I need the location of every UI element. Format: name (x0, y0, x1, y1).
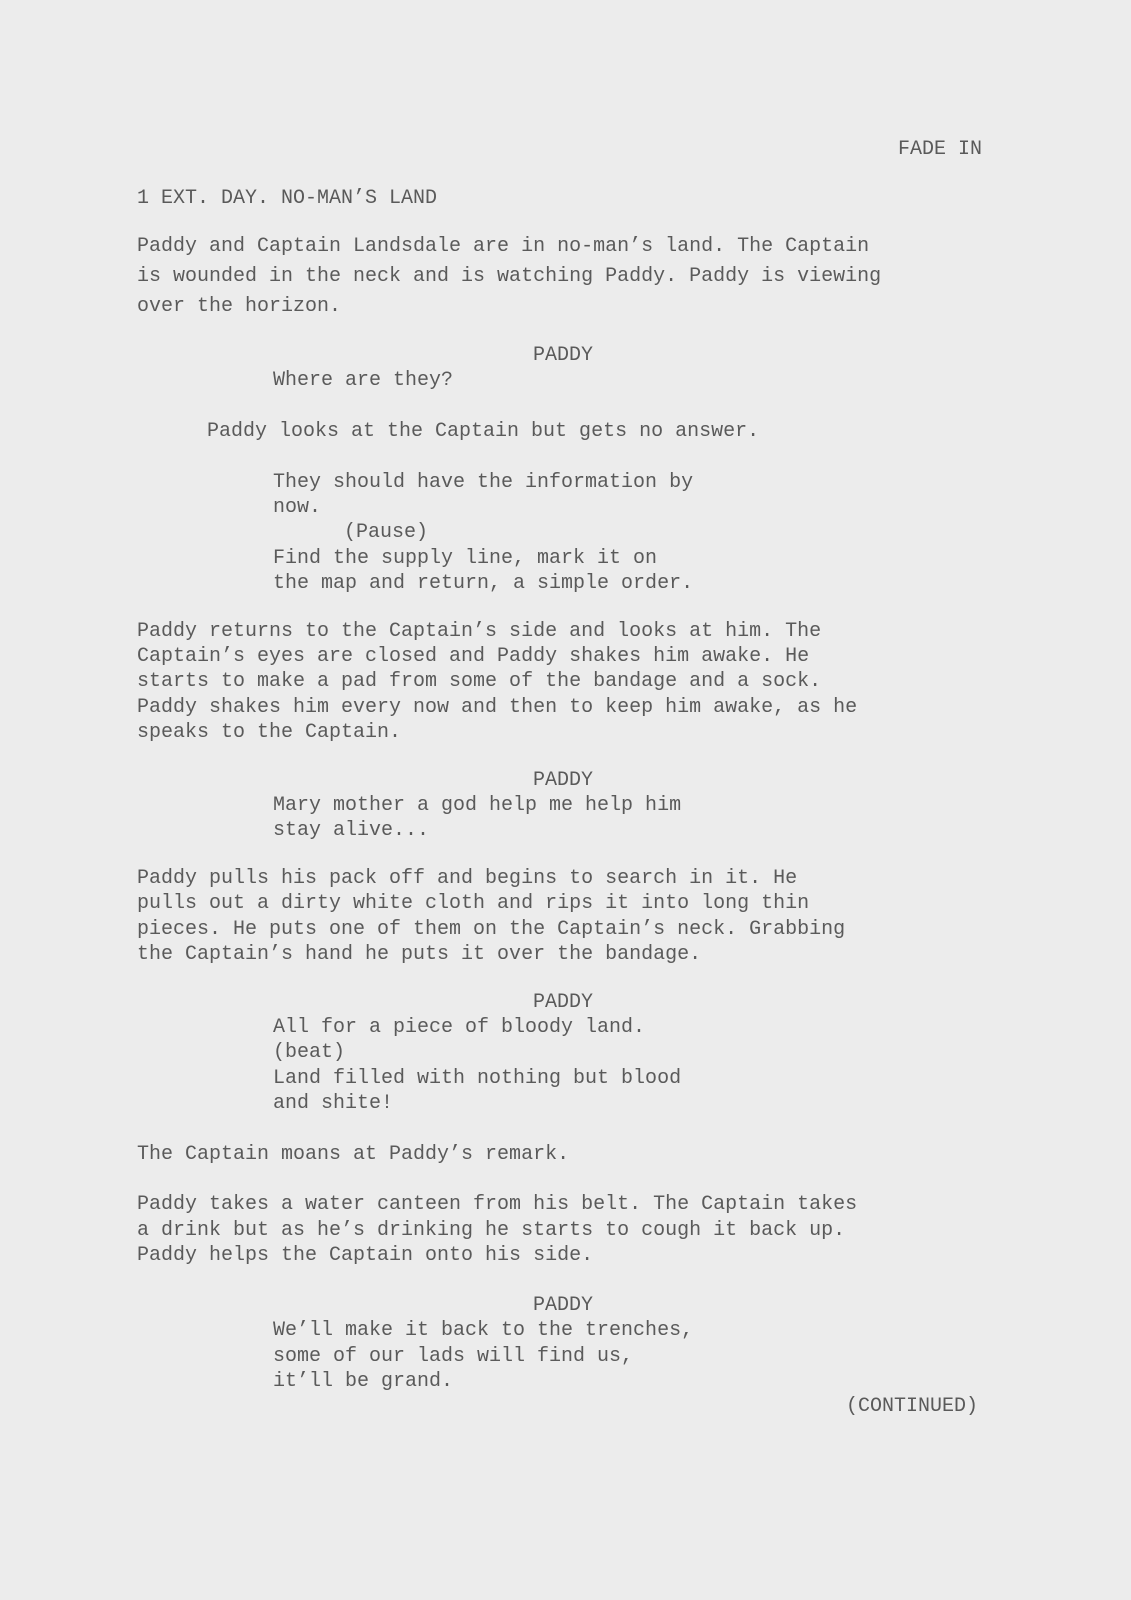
action-line: the Captain’s hand he puts it over the bandage. (137, 943, 702, 966)
action-line: Paddy looks at the Captain but gets no answer. (207, 420, 760, 443)
action-line: Paddy shakes him every now and then to keep him awake, as he (137, 696, 858, 719)
character-name: PADDY (533, 991, 594, 1014)
dialogue-line: They should have the information by (273, 471, 694, 494)
character-name: PADDY (533, 1294, 594, 1317)
action-line: is wounded in the neck and is watching Paddy. Paddy is viewing (137, 265, 882, 288)
dialogue-line: Find the supply line, mark it on (273, 547, 658, 570)
action-line: speaks to the Captain. (137, 721, 402, 744)
action-line: The Captain moans at Paddy’s remark. (137, 1143, 570, 1166)
action-line: over the horizon. (137, 295, 342, 318)
action-line: starts to make a pad from some of the bandage and a sock. (137, 670, 822, 693)
dialogue-line: the map and return, a simple order. (273, 572, 694, 595)
action-line: Paddy takes a water canteen from his belt. The Captain takes (137, 1193, 858, 1216)
action-line: Paddy returns to the Captain’s side and looks at him. The (137, 620, 822, 643)
parenthetical: (Pause) (344, 521, 429, 544)
dialogue-line: Land filled with nothing but blood (273, 1067, 682, 1090)
action-line: a drink but as he’s drinking he starts to cough it back up. (137, 1219, 846, 1242)
action-line: Paddy and Captain Landsdale are in no-man’s land. The Captain (137, 235, 870, 258)
character-name: PADDY (533, 344, 594, 367)
dialogue-line: Mary mother a god help me help him (273, 794, 682, 817)
dialogue-line: some of our lads will find us, (273, 1345, 634, 1368)
dialogue-line: We’ll make it back to the trenches, (273, 1319, 694, 1342)
action-line: pieces. He puts one of them on the Captain’s neck. Grabbing (137, 918, 846, 941)
parenthetical: (beat) (273, 1041, 346, 1064)
dialogue-line: Where are they? (273, 369, 454, 392)
dialogue-line: and shite! (273, 1092, 394, 1115)
action-line: pulls out a dirty white cloth and rips it into long thin (137, 892, 810, 915)
dialogue-line: stay alive... (273, 819, 430, 842)
character-name: PADDY (533, 769, 594, 792)
action-line: Paddy pulls his pack off and begins to search in it. He (137, 867, 798, 890)
dialogue-line: now. (273, 496, 322, 519)
scene-heading: 1 EXT. DAY. NO-MAN’S LAND (137, 187, 438, 210)
action-line: Paddy helps the Captain onto his side. (137, 1244, 594, 1267)
dialogue-line: it’ll be grand. (273, 1370, 454, 1393)
action-line: Captain’s eyes are closed and Paddy shakes him awake. He (137, 645, 810, 668)
dialogue-line: All for a piece of bloody land. (273, 1016, 646, 1039)
continued-marker: (CONTINUED) (846, 1395, 979, 1418)
transition: FADE IN (898, 138, 983, 161)
